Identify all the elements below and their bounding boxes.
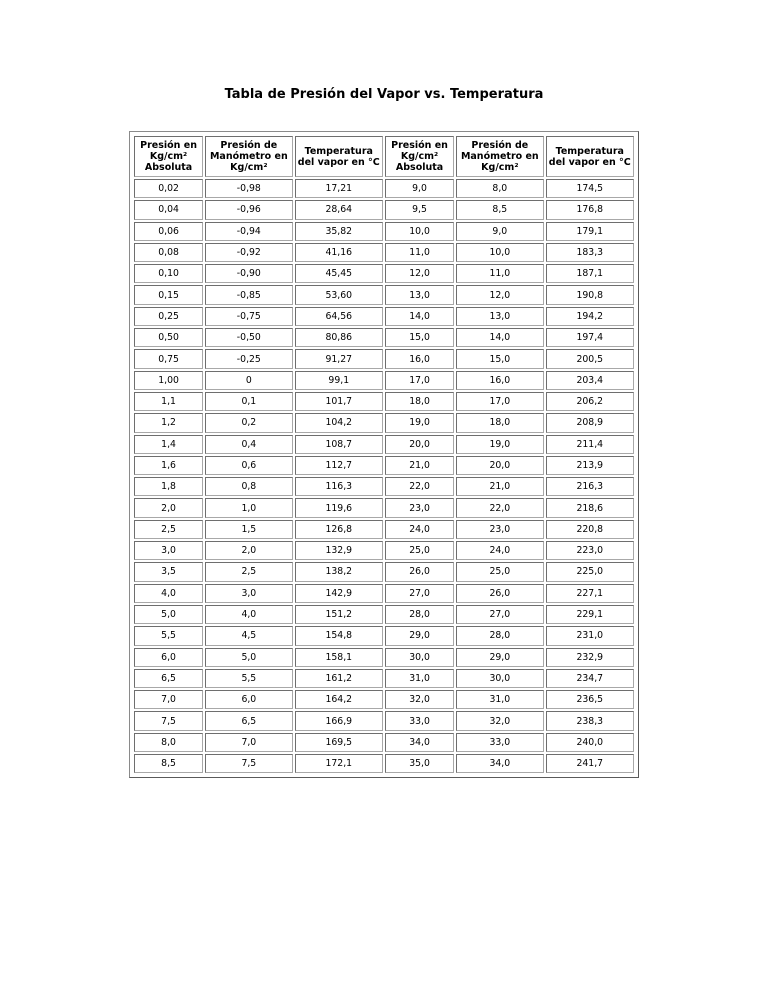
table-cell: 183,3	[546, 243, 634, 262]
table-cell: 194,2	[546, 307, 634, 326]
table-cell: -0,94	[205, 222, 292, 241]
table-cell: 1,1	[134, 392, 203, 411]
table-cell: -0,96	[205, 200, 292, 219]
header-absolute-pressure-2: Presión en Kg/cm² Absoluta	[385, 136, 454, 177]
table-cell: 30,0	[456, 669, 543, 688]
table-cell: 25,0	[385, 541, 454, 560]
table-row	[134, 733, 634, 752]
table-cell: 15,0	[456, 349, 543, 368]
pressure-temperature-table-frame	[129, 131, 639, 778]
table-cell: 220,8	[546, 520, 634, 539]
table-cell: 28,0	[456, 626, 543, 645]
table-cell: 1,0	[205, 498, 292, 517]
table-cell: 6,0	[134, 648, 203, 667]
table-cell: 20,0	[385, 435, 454, 454]
table-cell: 8,5	[134, 754, 203, 773]
header-steam-temperature: Temperatura del vapor en °C	[295, 136, 383, 177]
table-cell: 4,5	[205, 626, 292, 645]
table-row	[134, 648, 634, 667]
table-row	[134, 754, 634, 773]
table-row	[134, 477, 634, 496]
table-cell: 91,27	[295, 349, 383, 368]
table-cell: 7,0	[134, 690, 203, 709]
table-cell: 6,5	[134, 669, 203, 688]
table-cell: 27,0	[385, 584, 454, 603]
table-cell: 0,25	[134, 307, 203, 326]
table-cell: 1,4	[134, 435, 203, 454]
table-cell: 11,0	[456, 264, 543, 283]
table-cell: 21,0	[385, 456, 454, 475]
table-row	[134, 562, 634, 581]
table-cell: 208,9	[546, 413, 634, 432]
table-cell: 126,8	[295, 520, 383, 539]
table-row	[134, 371, 634, 390]
table-cell: 1,00	[134, 371, 203, 390]
table-cell: 7,0	[205, 733, 292, 752]
table-cell: 31,0	[385, 669, 454, 688]
table-cell: 5,0	[205, 648, 292, 667]
table-cell: 142,9	[295, 584, 383, 603]
table-cell: 9,5	[385, 200, 454, 219]
table-row	[134, 349, 634, 368]
table-cell: 132,9	[295, 541, 383, 560]
table-cell: 176,8	[546, 200, 634, 219]
table-cell: 26,0	[385, 562, 454, 581]
table-cell: 14,0	[456, 328, 543, 347]
table-cell: 0	[205, 371, 292, 390]
table-body	[134, 179, 634, 773]
table-cell: 238,3	[546, 711, 634, 730]
table-row	[134, 626, 634, 645]
table-cell: -0,85	[205, 285, 292, 304]
table-cell: 34,0	[456, 754, 543, 773]
table-cell: 2,0	[134, 498, 203, 517]
table-row	[134, 200, 634, 219]
table-cell: 227,1	[546, 584, 634, 603]
table-cell: 33,0	[456, 733, 543, 752]
table-cell: 8,5	[456, 200, 543, 219]
table-cell: 161,2	[295, 669, 383, 688]
table-row	[134, 285, 634, 304]
table-cell: 28,0	[385, 605, 454, 624]
table-cell: 112,7	[295, 456, 383, 475]
table-cell: 174,5	[546, 179, 634, 198]
table-cell: 12,0	[385, 264, 454, 283]
table-cell: 0,75	[134, 349, 203, 368]
table-cell: 24,0	[385, 520, 454, 539]
page-title: Tabla de Presión del Vapor vs. Temperatura	[224, 87, 544, 102]
table-cell: 236,5	[546, 690, 634, 709]
table-cell: 32,0	[456, 711, 543, 730]
table-cell: 7,5	[134, 711, 203, 730]
table-row	[134, 498, 634, 517]
table-cell: 166,9	[295, 711, 383, 730]
table-cell: 0,50	[134, 328, 203, 347]
table-cell: 154,8	[295, 626, 383, 645]
table-cell: 32,0	[385, 690, 454, 709]
table-cell: 22,0	[385, 477, 454, 496]
table-cell: 213,9	[546, 456, 634, 475]
table-cell: 101,7	[295, 392, 383, 411]
table-cell: 187,1	[546, 264, 634, 283]
table-cell: 9,0	[385, 179, 454, 198]
table-cell: 8,0	[134, 733, 203, 752]
table-cell: 3,5	[134, 562, 203, 581]
table-cell: 3,0	[134, 541, 203, 560]
table-cell: 241,7	[546, 754, 634, 773]
table-row	[134, 392, 634, 411]
table-cell: 0,15	[134, 285, 203, 304]
table-row	[134, 456, 634, 475]
table-row	[134, 328, 634, 347]
table-cell: 29,0	[456, 648, 543, 667]
table-cell: 229,1	[546, 605, 634, 624]
table-cell: 30,0	[385, 648, 454, 667]
table-cell: 179,1	[546, 222, 634, 241]
table-row	[134, 435, 634, 454]
table-row	[134, 520, 634, 539]
table-cell: 25,0	[456, 562, 543, 581]
table-cell: 64,56	[295, 307, 383, 326]
table-cell: 7,5	[205, 754, 292, 773]
table-cell: 164,2	[295, 690, 383, 709]
table-cell: 1,5	[205, 520, 292, 539]
table-cell: 218,6	[546, 498, 634, 517]
table-cell: 2,0	[205, 541, 292, 560]
table-cell: 2,5	[134, 520, 203, 539]
table-cell: 0,08	[134, 243, 203, 262]
pressure-temperature-table	[132, 134, 636, 775]
table-row	[134, 307, 634, 326]
table-cell: -0,98	[205, 179, 292, 198]
table-cell: 0,4	[205, 435, 292, 454]
table-cell: 21,0	[456, 477, 543, 496]
table-cell: 17,0	[456, 392, 543, 411]
table-cell: 31,0	[456, 690, 543, 709]
table-cell: 22,0	[456, 498, 543, 517]
header-gauge-pressure-2: Presión de Manómetro en Kg/cm²	[456, 136, 543, 177]
table-cell: 116,3	[295, 477, 383, 496]
table-cell: 216,3	[546, 477, 634, 496]
table-cell: 197,4	[546, 328, 634, 347]
table-row	[134, 243, 634, 262]
header-steam-temperature-2: Temperatura del vapor en °C	[546, 136, 634, 177]
table-cell: 4,0	[205, 605, 292, 624]
table-cell: 16,0	[456, 371, 543, 390]
table-cell: 6,0	[205, 690, 292, 709]
table-cell: 8,0	[456, 179, 543, 198]
table-cell: 0,8	[205, 477, 292, 496]
table-cell: 225,0	[546, 562, 634, 581]
table-cell: 172,1	[295, 754, 383, 773]
table-cell: 5,5	[205, 669, 292, 688]
table-cell: 14,0	[385, 307, 454, 326]
table-cell: 203,4	[546, 371, 634, 390]
table-cell: 0,06	[134, 222, 203, 241]
table-row	[134, 605, 634, 624]
table-cell: 151,2	[295, 605, 383, 624]
table-cell: 1,2	[134, 413, 203, 432]
table-cell: 12,0	[456, 285, 543, 304]
table-cell: 3,0	[205, 584, 292, 603]
table-row	[134, 541, 634, 560]
table-cell: 17,0	[385, 371, 454, 390]
table-cell: 0,1	[205, 392, 292, 411]
table-cell: 169,5	[295, 733, 383, 752]
table-cell: 138,2	[295, 562, 383, 581]
table-cell: -0,50	[205, 328, 292, 347]
table-cell: -0,75	[205, 307, 292, 326]
table-cell: -0,92	[205, 243, 292, 262]
table-cell: 11,0	[385, 243, 454, 262]
header-gauge-pressure: Presión de Manómetro en Kg/cm²	[205, 136, 292, 177]
table-cell: 4,0	[134, 584, 203, 603]
table-row	[134, 264, 634, 283]
table-cell: 27,0	[456, 605, 543, 624]
table-cell: 190,8	[546, 285, 634, 304]
table-cell: 26,0	[456, 584, 543, 603]
table-cell: 5,5	[134, 626, 203, 645]
table-cell: 9,0	[456, 222, 543, 241]
table-cell: 240,0	[546, 733, 634, 752]
table-cell: 23,0	[456, 520, 543, 539]
table-cell: 108,7	[295, 435, 383, 454]
table-row	[134, 584, 634, 603]
table-cell: 41,16	[295, 243, 383, 262]
table-cell: 211,4	[546, 435, 634, 454]
table-cell: 0,04	[134, 200, 203, 219]
table-row	[134, 690, 634, 709]
table-cell: 231,0	[546, 626, 634, 645]
table-row	[134, 413, 634, 432]
table-cell: 158,1	[295, 648, 383, 667]
table-cell: 206,2	[546, 392, 634, 411]
table-cell: -0,90	[205, 264, 292, 283]
table-cell: 35,82	[295, 222, 383, 241]
table-cell: 223,0	[546, 541, 634, 560]
table-cell: 17,21	[295, 179, 383, 198]
table-cell: 34,0	[385, 733, 454, 752]
table-cell: 20,0	[456, 456, 543, 475]
table-cell: 6,5	[205, 711, 292, 730]
table-cell: 119,6	[295, 498, 383, 517]
table-row	[134, 711, 634, 730]
table-cell: 104,2	[295, 413, 383, 432]
table-cell: 0,02	[134, 179, 203, 198]
table-cell: 33,0	[385, 711, 454, 730]
table-row	[134, 222, 634, 241]
table-cell: 1,6	[134, 456, 203, 475]
table-cell: 80,86	[295, 328, 383, 347]
table-row	[134, 669, 634, 688]
table-cell: 19,0	[456, 435, 543, 454]
table-header-row	[134, 136, 634, 177]
table-cell: 16,0	[385, 349, 454, 368]
table-cell: 15,0	[385, 328, 454, 347]
table-cell: 45,45	[295, 264, 383, 283]
table-cell: 28,64	[295, 200, 383, 219]
table-cell: 99,1	[295, 371, 383, 390]
header-absolute-pressure: Presión en Kg/cm² Absoluta	[134, 136, 203, 177]
table-cell: 53,60	[295, 285, 383, 304]
table-cell: 0,6	[205, 456, 292, 475]
table-cell: 13,0	[385, 285, 454, 304]
table-cell: -0,25	[205, 349, 292, 368]
table-cell: 10,0	[385, 222, 454, 241]
table-row	[134, 179, 634, 198]
table-cell: 18,0	[456, 413, 543, 432]
table-cell: 5,0	[134, 605, 203, 624]
table-cell: 13,0	[456, 307, 543, 326]
table-cell: 0,10	[134, 264, 203, 283]
table-cell: 1,8	[134, 477, 203, 496]
table-cell: 200,5	[546, 349, 634, 368]
table-cell: 232,9	[546, 648, 634, 667]
table-cell: 35,0	[385, 754, 454, 773]
table-cell: 10,0	[456, 243, 543, 262]
table-cell: 0,2	[205, 413, 292, 432]
table-cell: 2,5	[205, 562, 292, 581]
table-cell: 23,0	[385, 498, 454, 517]
table-cell: 234,7	[546, 669, 634, 688]
table-cell: 19,0	[385, 413, 454, 432]
table-cell: 18,0	[385, 392, 454, 411]
table-cell: 29,0	[385, 626, 454, 645]
table-cell: 24,0	[456, 541, 543, 560]
